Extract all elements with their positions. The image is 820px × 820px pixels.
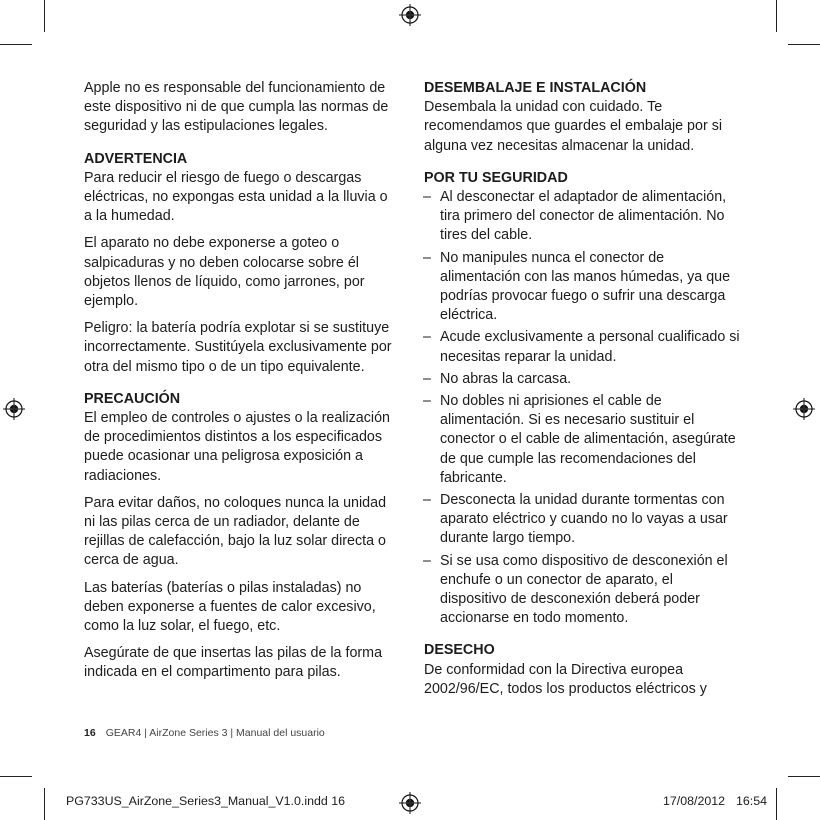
crop-mark — [788, 776, 820, 777]
disposal-paragraph: De conformidad con la Directiva europea 2002/96/EC, todos los productos eléctricos y — [424, 661, 707, 697]
crop-mark — [44, 0, 45, 32]
page-number: 16 — [84, 727, 96, 739]
crop-mark — [44, 788, 45, 820]
caution-paragraph: El empleo de controles o ajustes o la realización de procedimientos distintos a los especificados puede ocasionar una peligrosa exposición a radiaciones. — [84, 410, 390, 484]
crop-mark — [788, 44, 820, 45]
list-item: – No dobles ni aprisiones el cable de alimentación. Si es necesario sustituir el conector o el cable de alimentación, asegúrate de que cumple las recomendaciones del fabricante. — [424, 392, 740, 488]
safety-heading: POR TU SEGURIDAD — [424, 169, 568, 186]
warning-paragraph: El aparato no debe exponerse a goteo o salpicaduras y no deben colocarse sobre él objetos llenos de líquido, como jarrones, por ejemplo. — [84, 235, 365, 310]
crop-mark — [776, 0, 777, 32]
unpacking-heading: DESEMBALAJE E INSTALACIÓN — [424, 80, 647, 96]
page-footer — [84, 727, 325, 739]
warning-section — [84, 150, 399, 377]
registration-mark-icon — [399, 4, 421, 26]
left-column — [84, 79, 399, 696]
registration-mark-icon — [3, 398, 25, 420]
unpacking-section — [424, 79, 740, 156]
unpacking-paragraph: Desembala la unidad con cuidado. Te recomendamos que guardes el embalaje por si alguna vez necesitas almacenar la unidad. — [424, 99, 723, 154]
right-column — [424, 79, 740, 712]
warning-paragraph: Peligro: la batería podría explotar si se sustituye incorrectamente. Sustitúyela exclusivamente por otra del mismo tipo o de un tipo equivalente. — [84, 320, 392, 375]
intro-paragraph: Apple no es responsable del funcionamiento de este dispositivo ni de que cumpla las normas de seguridad y las estipulaciones legales. — [84, 80, 389, 135]
registration-mark-icon — [793, 398, 815, 420]
safety-list — [424, 188, 740, 628]
disposal-heading: DESECHO — [424, 642, 495, 659]
crop-mark — [0, 776, 32, 777]
crop-mark — [776, 788, 777, 820]
intro-section — [84, 79, 399, 137]
caution-paragraph: Para evitar daños, no coloques nunca la unidad ni las pilas cerca de un radiador, delante de rejillas de calefacción, bajo la luz solar directa o cerca de agua. — [84, 494, 387, 569]
list-item: – No manipules nunca el conector de alimentación con las manos húmedas, ya que podrías provocar fuego o sufrir una descarga eléctrica. — [424, 249, 740, 326]
caution-paragraph: Asegúrate de que insertas las pilas de la forma indicada en el compartimento para pilas. — [84, 645, 383, 681]
list-item: – Desconecta la unidad durante tormentas con aparato eléctrico y cuando no lo vayas a usar durante largo tiempo. — [424, 491, 740, 549]
safety-section — [424, 169, 740, 629]
disposal-section — [424, 641, 740, 699]
list-item: – Acude exclusivamente a personal cualificado si necesitas reparar la unidad. — [424, 328, 740, 366]
slug-time: 16:54 — [736, 794, 768, 808]
slug-date: 17/08/2012 — [663, 794, 726, 808]
footer-text: GEAR4 | AirZone Series 3 | Manual del usuario — [105, 727, 325, 739]
crop-mark — [0, 44, 32, 45]
caution-paragraph: Las baterías (baterías o pilas instaladas) no deben exponerse a fuentes de calor excesivo, como la luz solar, el fuego, etc. — [84, 579, 376, 635]
slug-filename: PG733US_AirZone_Series3_Manual_V1.0.indd 16 — [66, 794, 345, 808]
warning-paragraph: Para reducir el riesgo de fuego o descargas eléctricas, no expongas esta unidad a la lluvia o a la humedad. — [84, 169, 388, 225]
list-item: – Al desconectar el adaptador de alimentación, tira primero del conector de alimentación. No tires del cable. — [424, 188, 740, 246]
list-item: – No abras la carcasa. — [424, 370, 740, 389]
warning-heading: ADVERTENCIA — [84, 150, 188, 167]
list-item: – Si se usa como dispositivo de desconexión el enchufe o un conector de aparato, el dispositivo de desconexión deberá poder accionarse en todo momento. — [424, 552, 740, 629]
caution-section — [84, 390, 399, 683]
registration-mark-icon — [399, 792, 421, 814]
caution-heading: PRECAUCIÓN — [84, 390, 181, 407]
